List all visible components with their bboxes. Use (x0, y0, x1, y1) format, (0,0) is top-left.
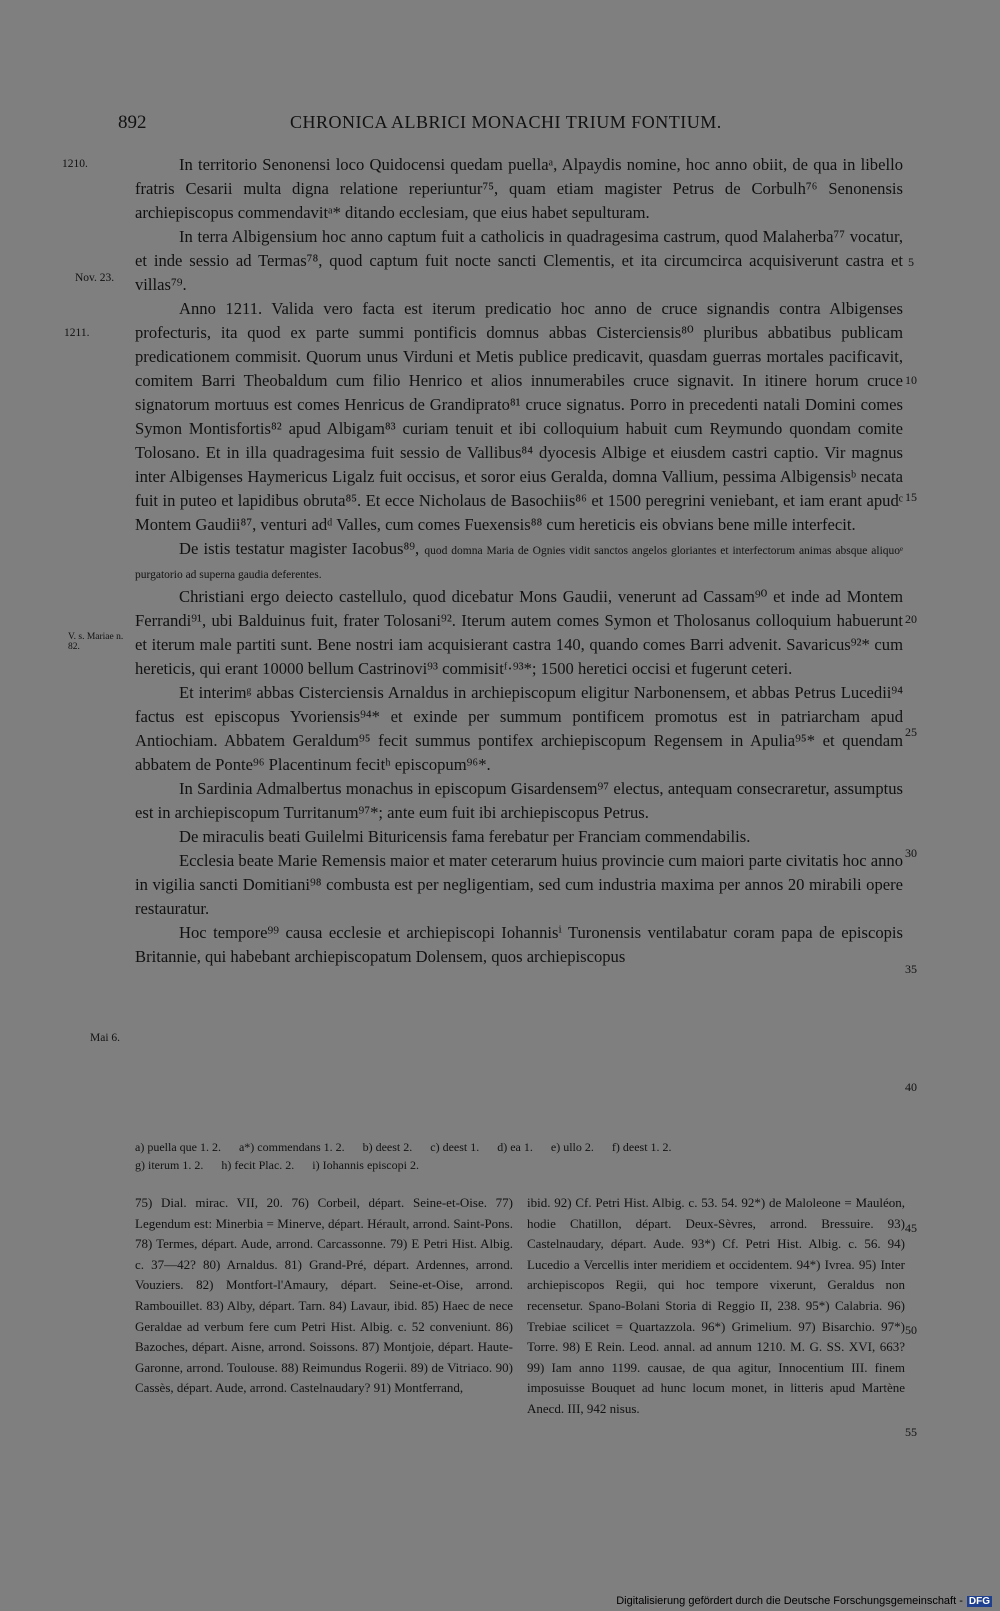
line-number: 45 (905, 1221, 917, 1235)
line-number: 25 (905, 725, 917, 739)
quote-small-text: quod domna Maria de Ognies vidit sanctos angelos gloriantes et interfectorum animas absque aliquoᵉ purgatorio ad superna gaudia deferentes. (135, 545, 903, 581)
margin-source-ref: V. s. Mariae n. 82. (68, 632, 124, 652)
paragraph: In terra Albigensium hoc anno captum fuit a catholicis in quadragesima castrum, quod Malaherba⁷⁷ vocatur, et inde sessio ad Termas⁷⁸, quod captum fuit nocte sancti Clementis, et ita circumcirca acquisiverunt castra et villas⁷⁹. (135, 227, 903, 294)
line-number: 55 (905, 1425, 917, 1439)
margin-year-1211: 1211. (64, 327, 90, 339)
paragraph: Christiani ergo deiecto castellulo, quod dicebatur Mons Gaudii, venerunt ad Cassam⁹⁰ et inde ad Montem Ferrandi⁹¹, ubi Balduinus fuit, frater Tolosani⁹². Iterum autem comes Symon et Tholosanus colloquium habuerunt et iterum male partiti sunt. Bene nostri iam acquisierant castra 140, quando comes Barri advenit. Savaricus⁹²* cum hereticis, qui erant 10000 bellum Castrinovi⁹³ commisitᶠ·⁹³*; 1500 heretici occisi et fugerunt ceteri. (135, 587, 903, 678)
line-number: 40 (905, 1080, 917, 1094)
critical-apparatus (135, 1138, 903, 1174)
margin-date-mai-6: Mai 6. (90, 1032, 121, 1044)
page-header (0, 112, 1000, 140)
line-number: 10 (905, 373, 917, 387)
running-title: CHRONICA ALBRICI MONACHI TRIUM FONTIUM. (290, 112, 722, 132)
paragraph: De miraculis beati Guilelmi Bituricensis fama ferebatur per Franciam commendabilis. (179, 827, 751, 846)
line-number: 50 (905, 1323, 917, 1337)
line-number: 30 (905, 846, 917, 860)
margin-date-nov-23: Nov. 23. (75, 272, 115, 284)
apparatus-line: g) iterum 1. 2. h) fecit Plac. 2. i) Iohannis episcopi 2. (135, 1158, 419, 1172)
quote-lead: De istis testatur magister Iacobus⁸⁹, (179, 539, 420, 558)
paragraph: In territorio Senonensi loco Quidocensi quedam puellaᵃ, Alpaydis nomine, hoc anno obiit, de qua in libello fratris Cesarii multa digna relatione reperiuntur⁷⁵, quam etiam magister Petrus de Corbulh⁷⁶ Senonensis archiepiscopus commendavitᵃ* ditando ecclesiam, que eius habet sepulturam. (135, 155, 903, 222)
main-text (135, 153, 903, 969)
paragraph-quote (135, 537, 903, 585)
line-number: 5 (908, 255, 914, 269)
line-number: 35 (905, 962, 917, 976)
paragraph: Anno 1211. Valida vero facta est iterum predicatio hoc anno de cruce signandis contra Albigenses profecturis, ita quod ex parte summi pontificis domnus abbas Cisterciensis⁸⁰ pluribus abbatibus publicam predicationem commisit. Quorum unus Virduni et Metis publice predicavit, quasdam guerras mortales pacificavit, comitem Barri Theobaldum cum filio Henrico et alios innumerabiles cruce signavit. In itinere horum cruce signatorum mortuus est comes Henricus de Grandiprato⁸¹ cruce signatus. Porro in precedenti natali Domini comes Symon Montisfortis⁸² apud Albigam⁸³ curiam tenuit et ibi colloquium habuit cum Reymundo quondam comite Tolosano. Et in illa quadragesima fuit sessio de Vallibus⁸⁴ dyocesis Albige et eiusdem castri captio. Vir magnus inter Albigenses Haymericus Ligalz fuit occisus, et soror eius Geralda, domna Vallium, pessima Albigensisᵇ necata fuit in puteo et lapidibus obruta⁸⁵. Et ecce Nicholaus de Basochiis⁸⁶ et 1500 peregrini veniebant, et iam erant apudᶜ Montem Gaudii⁸⁷, venturi adᵈ Valles, cum comes Fuexensis⁸⁸ cum hereticis eis obvians bene mille interfecit. (135, 299, 903, 534)
margin-year-1210: 1210. (62, 158, 88, 170)
footnotes-left-column: 75) Dial. mirac. VII, 20. 76) Corbeil, départ. Seine-et-Oise. 77) Legendum est: Minerbia = Minerve, départ. Hérault, arrond. Saint-Pons. 78) Termes, départ. Aude, arrond. Carcassonne. 79) E Petri Hist. Albig. c. 37—42? 80) Arnaldus. 81) Grand-Pré, départ. Ardennes, arrond. Vouziers. 82) Montfort-l'Amaury, départ. Seine-et-Oise, arrond. Rambouillet. 83) Alby, départ. Tarn. 84) Lavaur, ibid. 85) Haec de nece Geraldae ad verbum fere cum Petri Hist. Albig. c. 52 conveniunt. 86) Bazoches, départ. Aisne, arrond. Soissons. 87) Montjoie, départ. Haute-Garonne, arrond. Toulouse. 88) Reimundus Rogerii. 89) de Vitriaco. 90) Cassès, départ. Aude, arrond. Castelnaudary? 91) Montferrand, (135, 1195, 513, 1396)
credit-text: Digitalisierung gefördert durch die Deutsche Forschungsgemeinschaft - (616, 1595, 963, 1607)
paragraph: Hoc tempore⁹⁹ causa ecclesie et archiepiscopi Iohannisⁱ Turonensis ventilabatur coram papa de episcopis Britannie, qui habebant archiepiscopatum Dolensem, quos archiepiscopus (135, 923, 903, 966)
page-number: 892 (118, 112, 147, 133)
digitization-credit (616, 1595, 992, 1607)
dfg-logo: DFG (968, 1595, 990, 1607)
footnotes-right-column: ibid. 92) Cf. Petri Hist. Albig. c. 53. 54. 92*) de Maloleone = Mauléon, hodie Chatillon, départ. Deux-Sèvres, arrond. Bressuire. 93) Castelnaudary, départ. Aude. 93*) Cf. Petri Hist. Albig. c. 56. 94) Lucedio a Vercellis inter meridiem et occidentem. 94*) Ivrea. 95) Inter archiepiscopos Regii, qui hoc tempore vixerunt, Geraldus non recensetur. Spano-Bolani Storia di Reggio II, 238. 95*) Calabria. 96) Trebiae scilicet = Quartazzola. 96*) Grimelium. 97) Bisarchio. 97*) Torre. 98) E Rein. Leod. annal. ad annum 1210. M. G. SS. XVI, 663? 99) Iam anno 1199. causae, de qua agitur, Innocentium III. finem imposuisse Bouquet ad hunc locum monet, in litteris apud Martène Anecd. III, 942 nisus. (527, 1195, 905, 1416)
line-number: 20 (905, 612, 917, 626)
paragraph: Ecclesia beate Marie Remensis maior et mater ceterarum huius provincie cum maiori parte civitatis hoc anno in vigilia sancti Domitiani⁹⁸ combusta est per negligentiam, sed cum industria maxima per annos 20 mirabili opere restauratur. (135, 851, 903, 918)
paragraph: In Sardinia Admalbertus monachus in episcopum Gisardensem⁹⁷ electus, antequam consecraretur, assumptus est in archiepiscopum Turritanum⁹⁷*; ante eum fuit ibi archiepiscopus Petrus. (135, 779, 903, 822)
line-number: 15 (905, 490, 917, 504)
paragraph: Et interimᵍ abbas Cisterciensis Arnaldus in archiepiscopum eligitur Narbonensem, et abbas Petrus Lucedii⁹⁴ factus est episcopus Yvoriensis⁹⁴* et exinde per summum pontificem promotus est in patriarcham apud Antiochiam. Abbatem Geraldum⁹⁵ fecit summus pontifex archiepiscopum Regensem in Apulia⁹⁵* et quendam abbatem de Ponte⁹⁶ Placentinum fecitʰ episcopum⁹⁶*. (135, 683, 903, 774)
apparatus-line: a) puella que 1. 2. a*) commendans 1. 2. b) deest 2. c) deest 1. d) ea 1. e) ullo 2. f) deest 1. 2. (135, 1140, 672, 1154)
